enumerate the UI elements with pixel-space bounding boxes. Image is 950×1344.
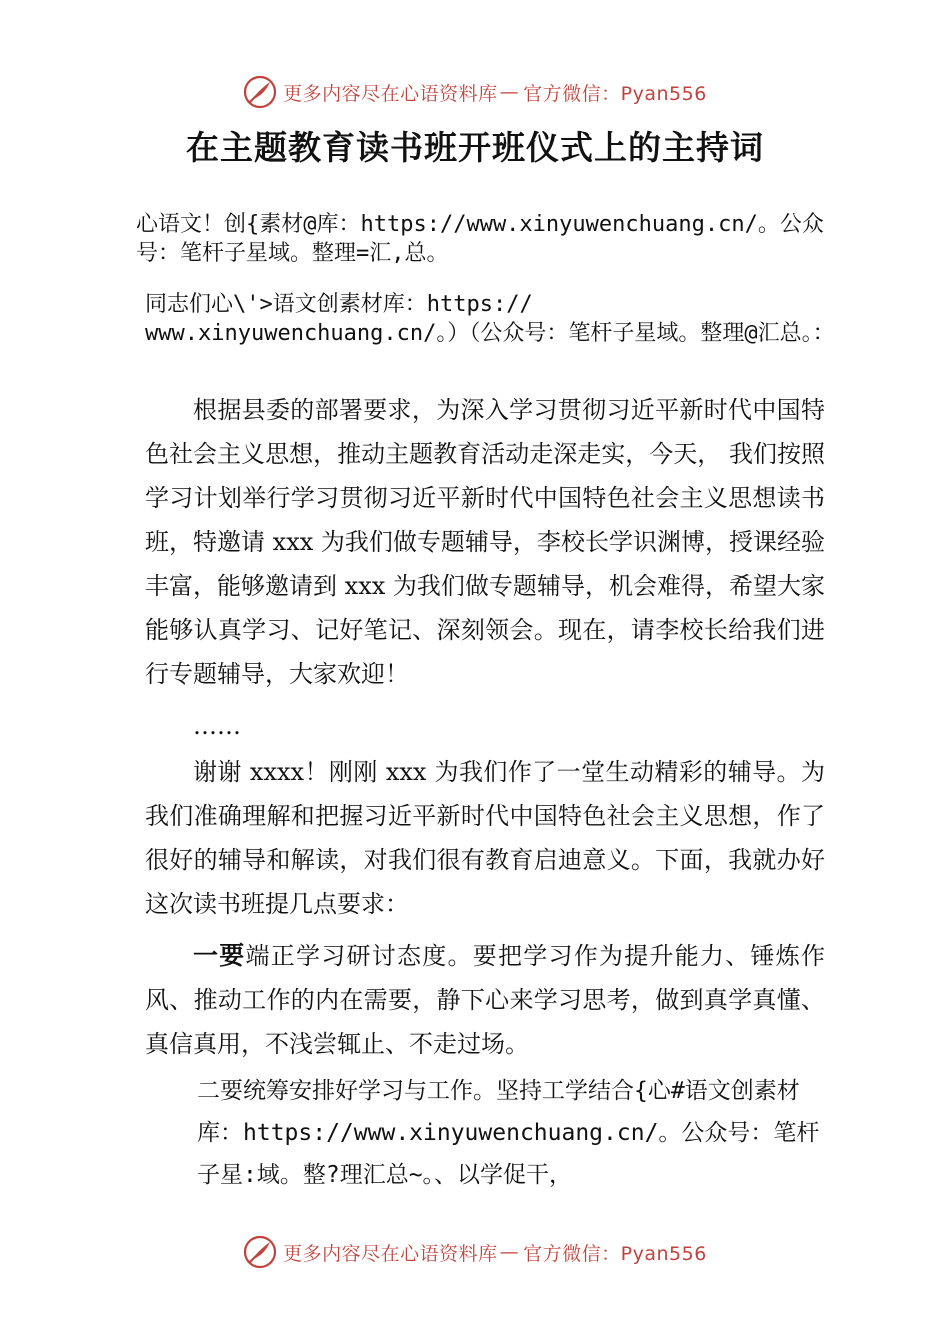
header-watermark-banner [0, 72, 950, 112]
banner-brand-text: 更多内容尽在心语资料库 [283, 1242, 498, 1265]
footer-watermark-banner [0, 1232, 950, 1272]
banner-wechat-text: 官方微信：Pyan556 [523, 1242, 707, 1265]
source-notice: 心语文！创{素材@库：https://www.xinyuwenchuang.cn/。公众号：笔杆子星域。整理=汇,总。 [136, 212, 824, 266]
quill-logo-icon [243, 1235, 277, 1269]
paragraph-thanks: 谢谢 xxxx！刚刚 xxx 为我们作了一堂生动精彩的辅导。为我们准确理解和把握习近平新时代中国特色社会主义思想，作了很好的辅导和解读，对我们很有教育启迪意义。下面，我就办好这次读书班提几点要求： [145, 758, 825, 918]
paragraph-requirement-1 [145, 934, 825, 1066]
ellipsis-line: …… [193, 712, 241, 740]
requirement-1-text: 端正学习研讨态度。要把学习作为提升能力、锤炼作风、推动工作的内在需要，静下心来学习思考，做到真学真懂、真信真用，不浅尝辄止、不走过场。 [145, 942, 825, 1058]
banner-separator: — [499, 81, 520, 103]
paragraph-requirement-2: 二要统筹安排好学习与工作。坚持工学结合{心#语文创素材库：https://www.xinyuwenchuang.cn/。公众号：笔杆子星:域。整?理汇总~。、以学促干， [197, 1078, 820, 1188]
greeting-line: 同志们心\'>语文创素材库：https:// www.xinyuwenchuang.cn/。）（公众号：笔杆子星域。整理@汇总。： [145, 292, 835, 346]
document-title: 在主题教育读书班开班仪式上的主持词 [186, 128, 764, 167]
paragraph-opening: 根据县委的部署要求，为深入学习贯彻习近平新时代中国特色社会主义思想，推动主题教育活动走深走实，今天， 我们按照学习计划举行学习贯彻习近平新时代中国特色社会主义思想读书班，特邀请 xxx 为我们做专题辅导，李校长学识渊博，授课经验丰富，能够邀请到 xxx 为我们做专题辅导，机会难得，希望大家能够认真学习、记好笔记、深刻领会。现在，请李校长给我们进行专题辅导，大家欢迎！ [145, 396, 825, 688]
banner-brand-text: 更多内容尽在心语资料库 [283, 82, 498, 105]
requirement-1-lead: 一要 [193, 941, 246, 970]
quill-logo-icon [243, 75, 277, 109]
banner-wechat-text: 官方微信：Pyan556 [523, 82, 707, 105]
banner-separator: — [499, 1241, 520, 1263]
